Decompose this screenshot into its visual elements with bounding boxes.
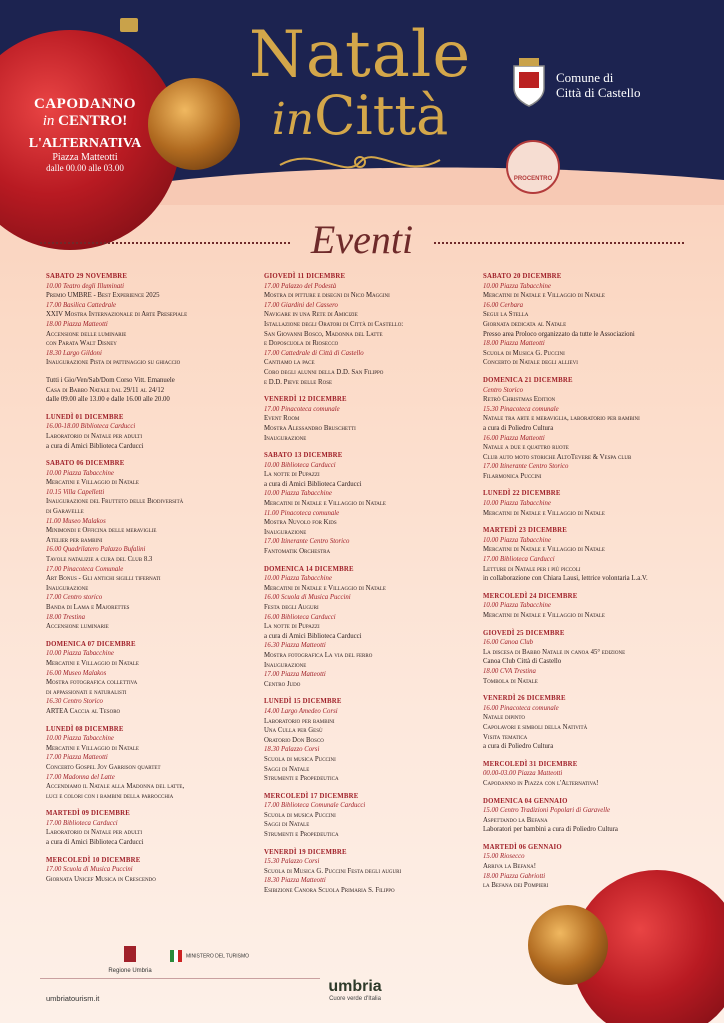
event-group: [264, 395, 474, 443]
event-date: MARTEDÌ 06 GENNAIO: [483, 843, 562, 851]
event-description: Inaugurazione: [264, 528, 307, 536]
event-date: DOMENICA 14 DICEMBRE: [264, 565, 354, 573]
events-column-2: [264, 272, 474, 904]
event-description: Mercatini di Natale e Villaggio di Natale: [483, 546, 605, 554]
event-time-place: 10.00 Piazza Tabacchine: [46, 469, 114, 477]
event-description: in collaborazione con Chiara Lausi, lettrice volontaria L.a.V.: [483, 575, 648, 583]
event-date: SABATO 20 DICEMBRE: [483, 273, 562, 280]
event-description: a cura di Amici Biblioteca Carducci: [46, 442, 144, 450]
event-group: [46, 809, 256, 847]
event-time-place: 17.00 Giardini del Cassero: [264, 301, 338, 309]
event-description: Inaugurazione: [46, 584, 89, 592]
event-description: e Doposcuola di Riosecco: [264, 340, 339, 348]
event-date: DOMENICA 07 DICEMBRE: [46, 640, 136, 648]
event-description: Mostra di pitture e disegni di Nico Maggini: [264, 292, 390, 300]
ornament-cap: [120, 18, 138, 32]
event-description: Visita tematica: [483, 733, 528, 741]
event-group: [264, 565, 474, 690]
event-description: Mercatini di Natale e Villaggio di Natale: [483, 612, 605, 619]
event-date: GIOVEDÌ 11 DICEMBRE: [264, 273, 346, 280]
event-description: Mostra fotografica collettiva: [46, 679, 138, 687]
event-time-place: 10.00 Biblioteca Carducci: [264, 461, 336, 469]
event-time-place: 15.30 Pinacoteca comunale: [483, 405, 559, 413]
event-time-place: 15.00 Centro Tradizioni Popolari di Garavelle: [483, 807, 611, 815]
event-group: [483, 376, 693, 482]
brand-tagline: Cuore verde d'Italia: [329, 996, 381, 1002]
website-link[interactable]: umbriatourism.it: [46, 994, 100, 1003]
event-date: VENERDÌ 12 DICEMBRE: [264, 396, 347, 404]
event-group: [46, 856, 256, 885]
event-time-place: 17.00 Itinerante Centro Storico: [264, 538, 350, 546]
event-date: LUNEDÌ 01 DICEMBRE: [46, 413, 124, 421]
event-time-place: 17.00 Pinacoteca Comunale: [46, 565, 124, 573]
event-date: GIOVEDÌ 25 DICEMBRE: [483, 629, 565, 637]
event-description: Mostra fotografica La via del ferro: [264, 651, 373, 659]
comune-logo: [510, 58, 710, 118]
event-description: Strumenti e Propedeutica: [264, 831, 339, 839]
event-description: Festa degli Auguri: [264, 604, 319, 611]
events-column-3: [483, 272, 693, 899]
event-time-place: 17.00 Biblioteca Carducci: [483, 556, 555, 564]
event-time-place: 16.00-18.00 Biblioteca Carducci: [46, 423, 136, 431]
event-group: [483, 272, 693, 368]
event-date: DOMENICA 21 DICEMBRE: [483, 376, 573, 384]
events-column-1: [46, 272, 256, 892]
event-time-place: 10.00 Piazza Tabacchine: [483, 602, 551, 610]
event-group: [483, 797, 693, 835]
procentro-label: PROCENTRO: [513, 176, 553, 182]
event-description: Scuola di musica Puccini: [264, 755, 336, 763]
event-description: Inaugurazione del Frutteto delle Biodiversità: [46, 498, 184, 506]
event-date: SABATO 06 DICEMBRE: [46, 460, 125, 468]
italy-flag-icon: [170, 950, 182, 962]
event-description: Club auto moto storiche AltoTevere & Vespa club: [483, 453, 632, 461]
event-description: Mercatini di Natale e Villaggio di Natale: [483, 292, 605, 300]
event-time-place: 16.00 Museo Malakos: [46, 669, 107, 677]
event-description: Presso area Proloco organizzato da tutte le Associazioni: [483, 330, 635, 338]
event-time-place: 10.15 Villa Capelletti: [46, 488, 105, 496]
event-group: [483, 489, 693, 518]
event-description: Canoa Club Città di Castello: [483, 658, 562, 666]
gold-ornament-left: [148, 78, 240, 170]
event-description: Laboratorio per bambini: [264, 717, 335, 725]
event-time-place: 17.00 Basilica Cattedrale: [46, 301, 117, 309]
event-date: VENERDÌ 19 DICEMBRE: [264, 848, 347, 856]
event-time-place: Centro Storico: [483, 386, 523, 394]
event-description: Saggi di Natale: [264, 821, 310, 829]
event-time-place: 18.30 Palazzo Corsi: [264, 746, 320, 754]
title-natale: Natale: [248, 18, 472, 92]
event-description: Navigare in una Rete di Amicizie: [264, 311, 358, 319]
event-date: MERCOLEDÌ 31 DICEMBRE: [483, 760, 578, 768]
comune-text: [556, 70, 641, 100]
event-description: Scuola di Musica G. Puccini: [483, 349, 565, 357]
event-description: Strumenti e Propedeutica: [264, 775, 339, 783]
footer-divider: [40, 978, 320, 979]
event-time-place: 18.00 Piazza Gabriotti: [483, 872, 546, 880]
event-time-place: 17.00 Biblioteca Carducci: [46, 819, 118, 827]
capodanno-time: dalle 00.00 alle 03.00: [46, 163, 124, 173]
event-time-place: 17.00 Biblioteca Comunale Carducci: [264, 802, 366, 810]
event-time-place: 11.00 Pinacoteca comunale: [264, 509, 340, 517]
event-time-place: 17.00 Itinerante Centro Storico: [483, 463, 569, 471]
event-description: Centro Judo: [264, 680, 301, 688]
event-description: la Befana dei Pompieri: [483, 882, 549, 890]
event-time-place: 11.00 Museo Malakos: [46, 517, 106, 525]
event-description: Oratorio Don Bosco: [264, 736, 324, 744]
event-description: Giornata dedicata al Natale: [483, 320, 567, 328]
event-date: MARTEDÌ 23 DICEMBRE: [483, 527, 567, 535]
event-group: [46, 640, 256, 717]
event-description: Mercatini e Villaggio di Natale: [46, 479, 139, 487]
event-description: Saggi di Natale: [264, 765, 310, 773]
event-description: a cura di Poliedro Cultura: [483, 743, 554, 751]
event-time-place: 18.00 CVA Trestina: [483, 667, 536, 675]
event-time-place: 16.30 Centro Storico: [46, 698, 103, 706]
event-description: a cura di Amici Biblioteca Carducci: [264, 480, 362, 488]
event-group: [483, 592, 693, 621]
event-description: Istallazione degli Oratori di Città di Castello:: [264, 320, 404, 328]
event-date: SABATO 13 DICEMBRE: [264, 452, 343, 460]
event-group: [46, 272, 256, 368]
event-description: Banda di Lama e Majorettes: [46, 604, 130, 611]
event-time-place: 18.30 Largo Gildoni: [46, 349, 102, 357]
event-description: Arriva la Befana!: [483, 863, 536, 871]
event-time-place: 16.00 Scuola di Musica Puccini: [264, 594, 351, 602]
capodanno-promo: [20, 96, 150, 173]
event-description: Retrò Christmas Edition: [483, 396, 556, 404]
event-description: Mercatini e Villaggio di Natale: [46, 744, 139, 752]
event-description: Casa di Babbo Natale dal 29/11 al 24/12: [46, 386, 165, 394]
event-description: Mostra Nuvolo for Kids: [264, 519, 337, 527]
event-date: LUNEDÌ 22 DICEMBRE: [483, 490, 561, 498]
event-description: XXIV Mostra Internazionale di Arte Presepiale: [46, 311, 188, 319]
event-description: Una Culla per Gesù: [264, 727, 323, 735]
event-description: Capodanno in Piazza con l'Alternativa!: [483, 779, 599, 787]
event-description: La notte di Pupazzi: [264, 471, 320, 479]
event-description: Giornata Unicef Musica in Crescendo: [46, 875, 156, 883]
event-description: Tombola di Natale: [483, 677, 538, 685]
event-description: Laboratorio di Natale per adulti: [46, 829, 143, 837]
swirl-decoration: [275, 140, 445, 185]
event-description: Art Bonus - Gli antichi sigilli tifernati: [46, 575, 161, 583]
event-description: La discesa di Babbo Natale in canoa 45° edizione: [483, 648, 626, 656]
event-description: ARTEA Caccia al Tesoro: [46, 707, 121, 715]
event-time-place: 17.00 Pinacoteca comunale: [264, 405, 340, 413]
event-description: Premio UMBRE - Best Experience 2025: [46, 292, 160, 300]
event-time-place: 10.00 Piazza Tabacchine: [46, 735, 114, 743]
event-date: DOMENICA 04 GENNAIO: [483, 797, 568, 805]
event-description: Inaugurazione Pista di pattinaggio su ghiaccio: [46, 359, 181, 367]
event-description: di Garavelle: [46, 508, 84, 516]
event-group: [264, 272, 474, 387]
event-time-place: 10.00 Piazza Tabacchine: [483, 536, 551, 544]
regione-label: Regione Umbria: [108, 968, 152, 974]
event-description: Aspettando la Befana: [483, 816, 548, 824]
title-in-citta: inCittà: [271, 84, 449, 147]
event-time-place: 16.30 Piazza Matteotti: [264, 642, 326, 650]
event-description: dalle 09.00 alle 13.00 e dalle 16.00 alle 20.00: [46, 396, 170, 404]
event-description: con Parata Walt Disney: [46, 340, 117, 348]
event-description: di appassionati e naturalisti: [46, 688, 127, 696]
event-description: Atelier per bambini: [46, 536, 103, 544]
event-group: [46, 459, 256, 632]
event-time-place: 00.00-03.00 Piazza Matteotti: [483, 770, 563, 778]
event-description: e D.D. Pieve delle Rose: [264, 378, 333, 386]
event-description: Natale dipinto: [483, 714, 525, 722]
event-time-place: 17.00 Centro storico: [46, 594, 103, 602]
event-description: Laboratori per bambini a cura di Poliedro Cultura: [483, 826, 618, 834]
event-group: [483, 629, 693, 687]
event-date: MERCOLEDÌ 24 DICEMBRE: [483, 592, 578, 600]
event-time-place: 16.00 Cerbara: [483, 301, 524, 309]
regione-umbria-logo: [100, 946, 160, 974]
event-time-place: 10.00 Piazza Tabacchine: [46, 650, 114, 658]
event-description: Mercatini di Natale e Villaggio di Natale: [264, 584, 386, 592]
eventi-title: Eventi: [310, 217, 414, 262]
event-time-place: 10.00 Piazza Tabacchine: [483, 282, 551, 290]
comune-line2: Città di Castello: [556, 85, 641, 100]
event-time-place: 16.00 Canoa Club: [483, 639, 534, 647]
event-time-place: 16.00 Pinacoteca comunale: [483, 704, 559, 712]
event-description: luci e colori con i bambini della parrocchia: [46, 792, 174, 800]
event-description: Accensione delle luminarie: [46, 330, 127, 338]
capodanno-line2: in CENTRO!: [42, 113, 128, 129]
event-date: MARTEDÌ 09 DICEMBRE: [46, 810, 130, 818]
event-description: Accensione luminarie: [46, 623, 109, 631]
event-description: Concerto Gospel Joy Garrison quartet: [46, 763, 161, 771]
capodanno-location: Piazza Matteotti: [52, 152, 118, 163]
event-description: Segui la Stella: [483, 311, 529, 319]
event-time-place: 15.30 Palazzo Corsi: [264, 858, 320, 866]
eventi-heading: [40, 217, 684, 262]
event-description: Inaugurazione: [264, 434, 307, 442]
event-time-place: 17.00 Scuola di Musica Puccini: [46, 866, 133, 874]
event-description: Mercatini e Villaggio di Natale: [46, 659, 139, 667]
event-description: Natale tra arte e meraviglia, laboratorio per bambini: [483, 415, 640, 423]
event-date: LUNEDÌ 15 DICEMBRE: [264, 698, 342, 706]
event-time-place: 18.00 Piazza Matteotti: [483, 340, 545, 348]
event-description: Filarmonica Puccini: [483, 472, 542, 480]
event-time-place: 17.00 Piazza Matteotti: [264, 671, 326, 679]
event-description: Tutti i Gio/Ven/Sab/Dom Corso Vitt. Emanuele: [46, 376, 175, 384]
event-date: LUNEDÌ 08 DICEMBRE: [46, 725, 124, 733]
crest-icon: [510, 58, 548, 108]
event-group: [264, 792, 474, 840]
event-description: a cura di Amici Biblioteca Carducci: [264, 632, 362, 640]
event-description: Tavole natalizie a cura del Club 8.3: [46, 556, 153, 564]
event-group: [483, 760, 693, 789]
event-group: [264, 451, 474, 557]
event-description: Event Room: [264, 415, 300, 423]
event-description: Minimondi e Officina delle meraviglie: [46, 527, 157, 535]
event-description: a cura di Amici Biblioteca Carducci: [46, 839, 144, 847]
event-description: a cura di Poliedro Cultura: [483, 424, 554, 432]
event-time-place: 10.00 Teatro degli Illuminati: [46, 282, 125, 290]
event-group: [46, 376, 256, 405]
event-group: [483, 526, 693, 584]
event-time-place: 18.00 Piazza Matteotti: [46, 320, 108, 328]
event-description: Cantiamo la pace: [264, 359, 315, 367]
event-date: MERCOLEDÌ 10 DICEMBRE: [46, 856, 141, 864]
event-time-place: 14.00 Largo Amedeo Corsi: [264, 707, 338, 715]
event-description: Mercatini di Natale e Villaggio di Natale: [264, 500, 386, 508]
event-date: SABATO 29 NOVEMBRE: [46, 273, 128, 280]
capodanno-line1: CAPODANNO: [34, 96, 136, 112]
event-time-place: 10.00 Piazza Tabacchine: [483, 500, 551, 508]
capodanno-line3: L'ALTERNATIVA: [28, 136, 142, 151]
event-time-place: 16.00 Quadrilatero Palazzo Bufalini: [46, 546, 146, 554]
event-description: Capolavori e simboli della Natività: [483, 723, 588, 731]
event-description: Inaugurazione: [264, 661, 307, 669]
event-description: Natale a due e quattro ruote: [483, 444, 569, 452]
umbria-brand-logo: [310, 978, 400, 1002]
dotted-line-right: [434, 242, 684, 244]
event-description: Letture di Natale per i più piccoli: [483, 565, 581, 573]
event-time-place: 17.00 Cattedrale di Città di Castello: [264, 349, 364, 357]
event-description: Mercatini di Natale e Villaggio di Natale: [483, 509, 605, 517]
event-group: [264, 848, 474, 896]
event-description: Mostra Alessandro Bruschetti: [264, 424, 356, 432]
event-description: Scuola di musica Puccini: [264, 811, 336, 819]
event-description: Laboratorio di Natale per adulti: [46, 432, 143, 440]
event-description: Fantomatik Orchestra: [264, 548, 331, 556]
event-description: Coro degli alunni della D.D. San Filippo: [264, 368, 384, 376]
event-date: MERCOLEDÌ 17 DICEMBRE: [264, 792, 359, 800]
event-description: Accendiamo il Natale alla Madonna del latte,: [46, 783, 185, 791]
event-group: [46, 725, 256, 802]
event-description: Esibizione Canora Scuola Primaria S. Filippo: [264, 887, 395, 895]
event-time-place: 16.00 Piazza Matteotti: [483, 434, 545, 442]
event-group: [46, 413, 256, 451]
ministero-logo: [170, 950, 249, 962]
main-title: [230, 18, 490, 148]
event-time-place: 15.00 Riosecco: [483, 853, 525, 861]
event-time-place: 17.00 Palazzo del Podestà: [264, 282, 337, 290]
comune-line1: Comune di: [556, 70, 614, 85]
event-time-place: 10.00 Piazza Tabacchine: [264, 490, 332, 498]
event-description: Concerto di Natale degli allievi: [483, 359, 578, 367]
event-description: Scuola di Musica G. Puccini Festa degli auguri: [264, 867, 402, 875]
dotted-line-left: [40, 242, 290, 244]
event-time-place: 18.30 Piazza Matteotti: [264, 877, 326, 885]
event-date: VENERDÌ 26 DICEMBRE: [483, 695, 566, 703]
event-time-place: 16.00 Biblioteca Carducci: [264, 613, 336, 621]
event-description: San Giovanni Bosco, Madonna del Latte: [264, 330, 383, 338]
brand-name: umbria: [328, 978, 382, 995]
procentro-logo: [506, 140, 560, 194]
event-time-place: 18.00 Trestina: [46, 613, 86, 621]
event-group: [264, 697, 474, 783]
ministero-label: MINISTERO DEL TURISMO: [186, 953, 250, 960]
event-group: [483, 694, 693, 752]
event-description: La notte di Pupazzi: [264, 623, 320, 631]
footer: [0, 938, 724, 1023]
event-time-place: 10.00 Piazza Tabacchine: [264, 575, 332, 583]
event-time-place: 17.00 Piazza Matteotti: [46, 754, 108, 762]
regione-mark-icon: [124, 946, 136, 962]
event-time-place: 17.00 Madonna del Latte: [46, 773, 115, 781]
